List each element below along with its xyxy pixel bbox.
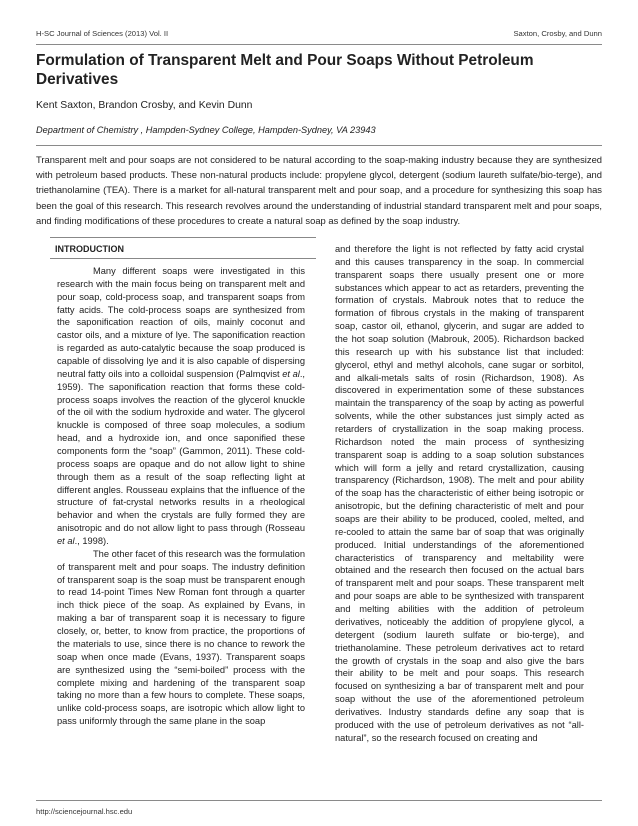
affiliation: Department of Chemistry , Hampden-Sydney College, Hampden-Sydney, VA 23943 xyxy=(36,125,376,135)
left-column xyxy=(57,265,305,728)
article-title: Formulation of Transparent Melt and Pour Soaps Without Petroleum Derivatives xyxy=(36,52,534,88)
running-authors: Saxton, Crosby, and Dunn xyxy=(513,29,602,38)
section-rule-bottom xyxy=(50,258,316,259)
section-heading-introduction: INTRODUCTION xyxy=(55,244,124,254)
abstract: Transparent melt and pour soaps are not considered to be natural according to the soap-making industry because they are synthesized with petroleum based products. These non-natural products include: propylene glycol, detergent (sodium laureth sulfate/bio-terge), and triethanolamine (TEA). There is a market for all-natural transparent melt and pour soap, and a procedure for synthesizing this soap has been the goal of this research. This research revolves around the understanding of industrial standard transparent melt and pour soaps, and finding modifications of these procedures to create a natural soap as defined by the soap industry. xyxy=(36,154,602,226)
section-rule-top xyxy=(50,237,316,238)
footer-url: http://sciencejournal.hsc.edu xyxy=(36,807,133,816)
intro-paragraph-1: Many different soaps were investigated in this research with the main focus being on transparent melt and pour soap, cold-process soap, and transparent soaps from fatty acids. The cold-process soaps are synthesized from the saponification reaction of oils, mainly coconut and castor oils, and a mixture of lye. The saponification reaction is regarded as auto-catalytic because the soap produced is capable of dissolving lye and it is also capable of dispersing neutral fatty oils into a colloidal suspension (Palmqvist et al., 1959). The saponification reaction that forms these cold-process soaps involves the reaction of the glycerol knuckle of the oil with the sodium hydroxide and water. The glycerol knuckle is composed of three soap molecules, a sodium head, and a hydroxide ion, and once saponified these components form the “soap” (Gammon, 2011). These cold-process soaps are opaque and do not allow light to shine through them as a result of the soap reflecting light at different angles. Rousseau explains that the influence of the structure of fat-crystal networks results in a rheological behavior and when the crystals are fully formed they are anisotropic and do not allow light to pass through (Rosseau et al., 1998). xyxy=(57,266,305,547)
author-list: Kent Saxton, Brandon Crosby, and Kevin Dunn xyxy=(36,100,253,111)
running-header xyxy=(36,29,602,41)
right-column xyxy=(335,243,584,745)
abstract-top-rule xyxy=(36,145,602,146)
intro-paragraph-2: The other facet of this research was the formulation of transparent melt and pour soaps. The industry definition of transparent soap is the soap must be transparent enough to read 14-point Times New Roman font through a quarter inch thick piece of the soap. As explained by Evans, in making a bar of transparent soap it is necessary to figure closely, or, better, to know from practice, the proportions of the materials to use, since there is no chance to rework the soap when once made (Evans, 1937). Transparent soaps are synthesized using the “semi-boiled” process with the complete mixing and hardening of the transparent soap taking no more than a few hours to complete. These soaps, unlike cold-process soaps, are isotropic which allow light to pass uniformly through the same plane in the soap xyxy=(57,548,305,727)
intro-paragraph-3: and therefore the light is not reflected by fatty acid crystal and this causes transparency in the soap. In commercial transparent soaps there usually present one or more substances which appear to act as retarders, preventing the formation of crystals. Mabrouk notes that to reduce the formation of fibrous crystals in the making of transparent soap, castor oil, ethanol, glycerin, and sugar are added to the hot soap solution (Mabrouk, 2005). Richardson backed this research up with his substance list that included: glycerol, ethyl and methyl alcohols, cane sugar or sorbitol, and alkali-metals salts of rosin (Richardson, 1908). As discovered in experimentation some of these substances maintain the transparency of the soap by acting as powerful solvents, while the other substances just simply acted as retarders of crystallization in the soap making process. Richardson noted the main process of synthesizing transparent soap is adding to a soap solution substances which will form a jelly and retard crystallization, causing transparency (Richardson, 1908). The melt and pour ability of the soap has the characteristic of either being isotropic or anisotropic, but the defining characteristic of melt and pour soaps are their ability to be produced, cooled, melted, and re-cooled to attain the same bar of soap that was originally produced. Initial understandings of the aforementioned characteristics of transparency and meltability were obtained and the research then focused on the actual bars of transparent melt and pour soaps. These transparent melt and pour soaps are able to be synthesized with transparent and melting abilities with the addition of petroleum derivatives, noticeably the addition of propylene glycol, a detergent (sodium laureth sulfate or bio-terge), and triethanolamine. These petroleum derivatives act to retard the growth of crystals in the soap and also give the bars their ability to be melt and pour soaps. This research focused on synthesizing a bar of transparent melt and pour soap without the use of the aforementioned petroleum derivatives. Industry standards define any soap that is produced with the use of petroleum derivatives as not “all-natural”, so the research focused on creating and xyxy=(335,244,584,743)
footer-rule xyxy=(36,800,602,801)
journal-name: H-SC Journal of Sciences (2013) Vol. II xyxy=(36,29,169,38)
header-rule xyxy=(36,44,602,45)
